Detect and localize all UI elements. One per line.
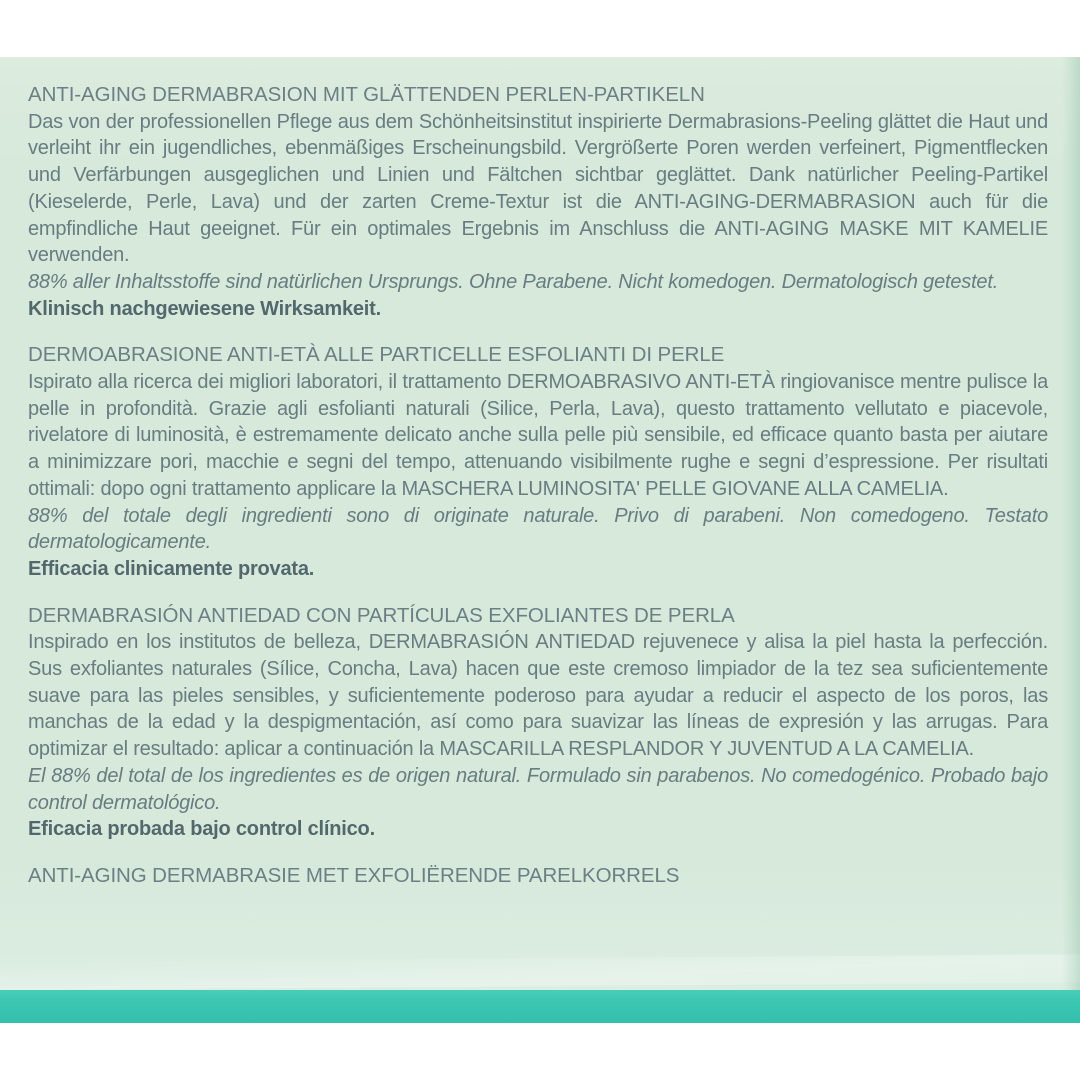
packaging-crease <box>0 954 1080 990</box>
packaging-right-fold-shade <box>1062 57 1080 990</box>
description-section-dutch <box>28 863 1048 890</box>
natural-origin-claim-german: 88% aller Inhaltsstoffe sind natürlichen Ursprungs. Ohne Parabene. Nicht komedogen. Dermatologisch getestet. <box>28 270 999 293</box>
section-heading-italian: DERMOABRASIONE ANTI-ETÀ ALLE PARTICELLE ESFOLIANTI DI PERLE <box>28 343 725 367</box>
clinical-claim-spanish: Eficacia probada bajo control clínico. <box>28 818 375 841</box>
packaging-panel <box>0 57 1080 990</box>
section-heading-german: ANTI-AGING DERMABRASION MIT GLÄTTENDEN PERLEN-PARTIKELN <box>28 83 705 106</box>
natural-origin-claim-spanish: El 88% del total de los ingredientes es de origen natural. Formulado sin parabenos. No comedogénico. Probado bajo control dermatológico. <box>28 764 1048 814</box>
natural-origin-claim-italian: 88% del totale degli ingredienti sono di originate naturale. Privo di parabeni. Non comedogeno. Testato dermatologicamente. <box>28 504 1048 554</box>
section-heading-spanish: DERMABRASIÓN ANTIEDAD CON PARTÍCULAS EXFOLIANTES DE PERLA <box>28 603 735 627</box>
description-section-spanish <box>28 603 1048 843</box>
clinical-claim-german: Klinisch nachgewiesene Wirksamkeit. <box>28 297 381 320</box>
description-section-german <box>28 82 1048 322</box>
clinical-claim-italian: Efficacia clinicamente provata. <box>28 557 315 580</box>
section-heading-dutch: ANTI-AGING DERMABRASIE MET EXFOLIËRENDE PARELKORRELS <box>28 863 680 887</box>
description-section-italian <box>28 342 1048 582</box>
section-body-german: Das von der professionellen Pflege aus dem Schönheitsinstitut inspirierte Dermabrasions-Peeling glättet die Haut und verleiht ihr ein jugendliches, ebenmäßiges Erscheinungsbild. Vergrößerte Poren werden verfeinert, Pigmentflecken und Verfärbungen ausgeglichen und Linien und Fältchen sichtbar geglättet. Dank natürlicher Peeling-Partikel (Kieselerde, Perle, Lava) und der zarten Creme-Textur ist die ANTI-AGING-DERMABRASION auch für die empfindliche Haut geeignet. Für ein optimales Ergebnis im Anschluss die ANTI-AGING MASKE MIT KAMELIE verwenden. <box>28 110 1048 267</box>
section-body-spanish: Inspirado en los institutos de belleza, DERMABRASIÓN ANTIEDAD rejuvenece y alisa la piel hasta la perfección. Sus exfoliantes naturales (Sílice, Concha, Lava) hacen que este cremoso limpiador de la tez sea suficientemente suave para las pieles sensibles, y suficientemente poderoso para ayudar a reducir el aspecto de los poros, las manchas de la edad y la despigmentación, así como para suavizar las líneas de expresión y las arrugas. Para optimizar el resultado: aplicar a continuación la MASCARILLA RESPLANDOR Y JUVENTUD A LA CAMELIA. <box>28 631 1048 761</box>
section-body-italian: Ispirato alla ricerca dei migliori laboratori, il trattamento DERMOABRASIVO ANTI-ETÀ ringiovanisce mentre pulisce la pelle in profondità. Grazie agli esfolianti naturali (Silice, Perla, Lava), questo trattamento vellutato e piacevole, rivelatore di luminosità, è estremamente delicato anche sulla pelle più sensibile, ed efficace quanto basta per aiutare a minimizzare pori, macchie e segni del tempo, attenuando visibilmente rughe e segni d’espressione. Per risultati ottimali: dopo ogni trattamento applicare la MASCHERA LUMINOSITA' PELLE GIOVANE ALLA CAMELIA. <box>28 371 1048 500</box>
teal-accent-band <box>0 990 1080 1023</box>
